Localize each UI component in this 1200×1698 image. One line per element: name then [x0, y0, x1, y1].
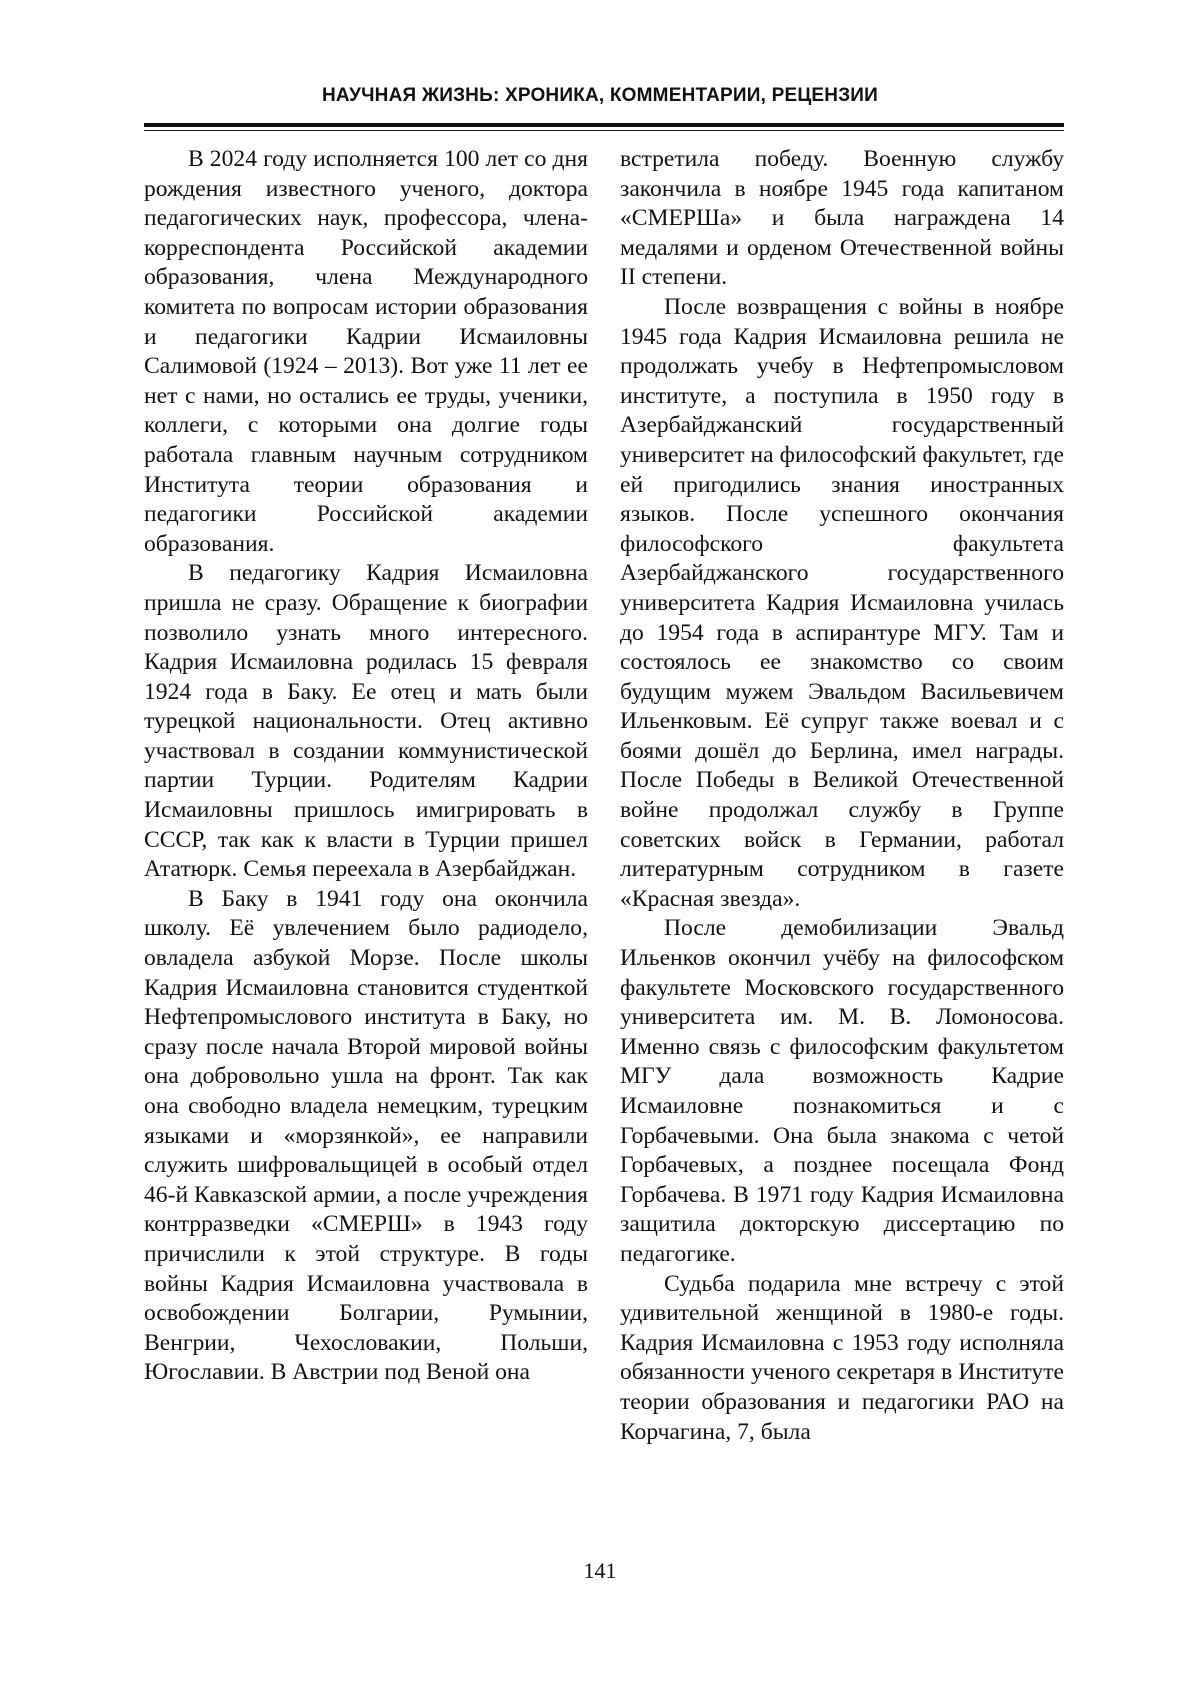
running-head: НАУЧНАЯ ЖИЗНЬ: ХРОНИКА, КОММЕНТАРИИ, РЕЦЕНЗИИ [321, 85, 879, 106]
paragraph: После возвращения с войны в ноябре 1945 года Кадрия Исмаиловна решила не продолжать учебу в Нефтепромысловом институте, а поступила в 1950 году в Азербайджанский государственный университет на философский факультет, где ей пригодились знания иностранных языков. После успешного окончания философского факультета Азербайджанского государственного университета Кадрия Исмаиловна училась до 1954 года в аспирантуре МГУ. Там и состоялось ее знакомство со своим будущим мужем Эвальдом Васильевичем Ильенковым. Её супруг также воевал и с боями дошёл до Берлина, имел награды. После Победы в Великой Отечественной войне продолжал службу в Группе советских войск в Германии, работал литературным сотрудником в газете «Красная звезда». [620, 293, 1064, 912]
paragraph-continued: встретила победу. Военную службу закончила в ноябре 1945 года капитаном «СМЕРШа» и была награждена 14 медалями и орденом Отечественной войны II степени. [620, 146, 1064, 291]
paragraph: В Баку в 1941 году она окончила школу. Её увлечением было радиодело, овладела азбукой Морзе. После школы Кадрия Исмаиловна становится студенткой Нефтепромыслового института в Баку, но сразу после начала Второй мировой войны она добровольно ушла на фронт. Так как она свободно владела немецким, турецким языками и «морзянкой», ее направили служить шифровальщицей в особый отдел 46-й Кавказской армии, а после учреждения контрразведки «СМЕРШ» в 1943 году причислили к этой структуре. В годы войны Кадрия Исмаиловна участвовала в освобождении Болгарии, Румынии, Венгрии, Чехословакии, Польши, Югославии. В Австрии под Веной она [144, 885, 588, 1386]
paragraph: В 2024 году исполняется 100 лет со дня рождения известного ученого, доктора педагогических наук, профессора, члена-корреспондента Российской академии образования, члена Международного комитета по вопросам истории образования и педагогики Кадрии Исмаиловны Салимовой (1924 – 2013). Вот уже 11 лет ее нет с нами, но остались ее труды, ученики, коллеги, с которыми она долгие годы работала главным научным сотрудником Института теории образования и педагогики Российской академии образования. [144, 146, 588, 557]
paragraph: После демобилизации Эвальд Ильенков окончил учёбу на философском факультете Московского государственного университета им. М. В. Ломоносова. Именно связь с философским факультетом МГУ дала возможность Кадрие Исмаиловне познакомиться и с Горбачевыми. Она была знакома с четой Горбачевых, а позднее посещала Фонд Горбачева. В 1971 году Кадрия Исмаиловна защитила докторскую диссертацию по педагогике. [620, 915, 1064, 1267]
left-column [144, 145, 588, 1485]
header-rule-thick [144, 123, 1064, 127]
page-number: 141 [583, 1558, 617, 1583]
right-column [620, 145, 1064, 1485]
header-rule-thin [144, 130, 1064, 131]
paragraph: В педагогику Кадрия Исмаиловна пришла не сразу. Обращение к биографии позволило узнать много интересного. Кадрия Исмаиловна родилась 15 февраля 1924 года в Баку. Ее отец и мать были турецкой национальности. Отец активно участвовал в создании коммунистической партии Турции. Родителям Кадрии Исмаиловны пришлось имигрировать в СССР, так как к власти в Турции пришел Ататюрк. Семья переехала в Азербайджан. [144, 560, 588, 883]
article-body [144, 145, 1064, 1485]
paragraph: Судьба подарила мне встречу с этой удивительной женщиной в 1980-е годы. Кадрия Исмаиловна с 1953 году исполняла обязанности ученого секретаря в Институте теории образования и педагогики РАО на Корчагина, 7, была [620, 1270, 1064, 1445]
